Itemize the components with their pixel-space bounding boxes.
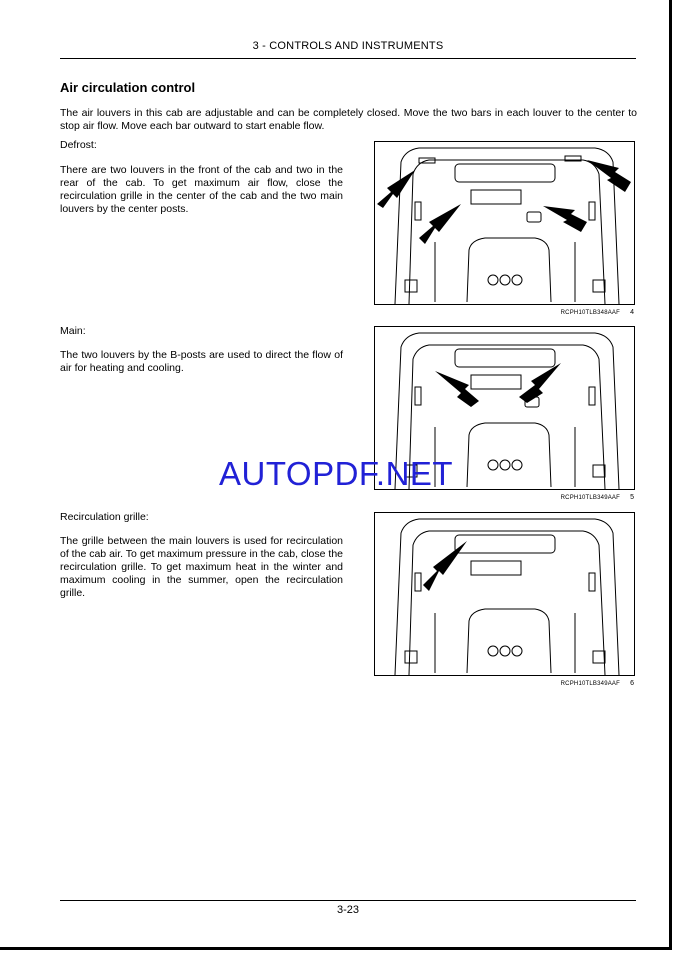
header-rule bbox=[60, 58, 636, 59]
defrost-figure-number: 4 bbox=[630, 309, 634, 316]
main-figure-number: 5 bbox=[630, 494, 634, 501]
recirculation-label: Recirculation grille: bbox=[60, 511, 149, 523]
watermark: AUTOPDF.NET bbox=[219, 455, 454, 492]
intro-paragraph: The air louvers in this cab are adjustable and can be completely closed. Move the two bars in each louver to the center to stop air flow. Move each bar outward to start enable flow. bbox=[60, 107, 637, 132]
defrost-paragraph: There are two louvers in the front of the cab and two in the rear of the cab. To get maximum air flow, close the recirculation grille in the center of the cab and the two main louvers by the center posts. bbox=[60, 164, 343, 215]
defrost-figure bbox=[374, 141, 635, 316]
recirculation-figure-number: 6 bbox=[630, 680, 634, 687]
defrost-label: Defrost: bbox=[60, 139, 97, 151]
section-title: Air circulation control bbox=[60, 80, 196, 95]
main-figure-code: RCPH10TLB349AAF bbox=[560, 495, 620, 501]
recirculation-paragraph: The grille between the main louvers is used for recirculation of the cab air. To get maximum pressure in the cab, close the recirculation grille. To get maximum heat in the winter and maximum cooling in the summer, open the recirculation grille. bbox=[60, 535, 343, 599]
cab-interior-illustration-recirculation bbox=[375, 513, 634, 675]
page-header: 3 - CONTROLS AND INSTRUMENTS bbox=[252, 40, 444, 52]
page-number: 3-23 bbox=[336, 904, 360, 916]
cab-interior-illustration-defrost bbox=[375, 142, 634, 304]
recirculation-figure bbox=[374, 512, 635, 687]
defrost-figure-code: RCPH10TLB348AAF bbox=[560, 310, 620, 316]
main-label: Main: bbox=[60, 325, 86, 337]
footer-rule bbox=[60, 900, 636, 901]
main-paragraph: The two louvers by the B-posts are used to direct the flow of air for heating and cooling. bbox=[60, 349, 343, 374]
recirculation-figure-code: RCPH10TLB349AAF bbox=[560, 681, 620, 687]
